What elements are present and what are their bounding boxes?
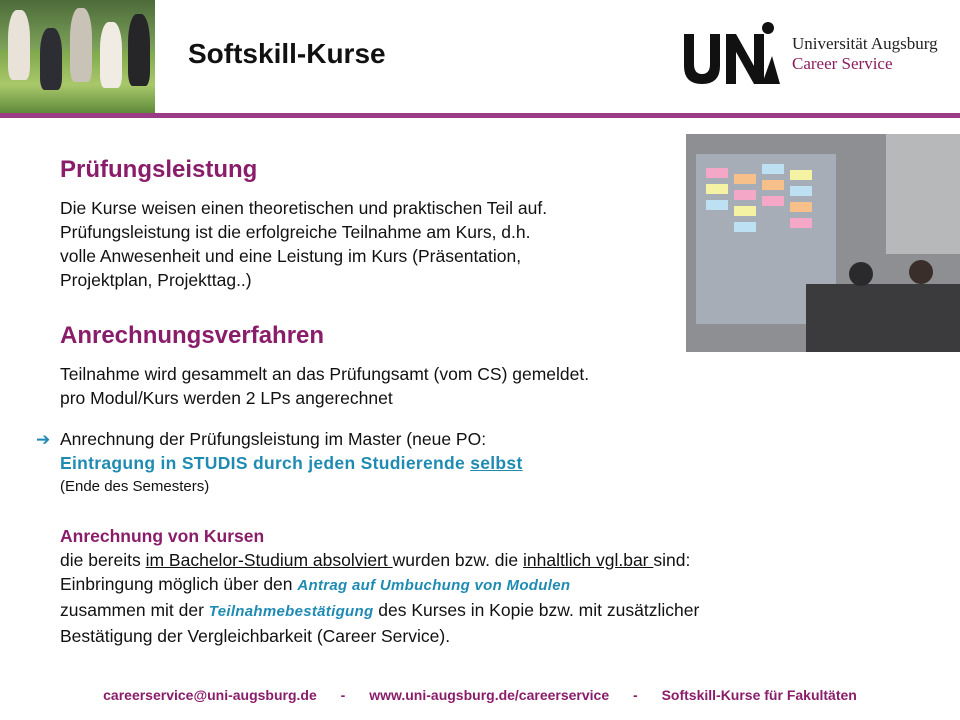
text-line: (Ende des Semesters) — [60, 478, 210, 495]
pruefungsleistung-text — [60, 196, 547, 292]
jumper-figure — [70, 8, 92, 82]
teilnahmebestaetigung-link[interactable]: Teilnahmebestätigung — [208, 603, 374, 620]
jumper-figure — [40, 28, 62, 90]
section-heading-anrechnungsverfahren: Anrechnungsverfahren — [60, 322, 325, 349]
footer-website-link[interactable]: www.uni-augsburg.de/careerservice — [369, 687, 610, 703]
text-line: Teilnahme wird gesammelt an das Prüfungsamt (vom CS) gemeldet. — [60, 364, 590, 384]
section-heading-pruefungsleistung: Prüfungsleistung — [60, 156, 258, 183]
jumper-figure — [128, 14, 150, 86]
footer-label: Softskill-Kurse für Fakultäten — [661, 687, 857, 703]
selbst-link[interactable]: selbst — [470, 453, 523, 473]
anrechnungsverfahren-text — [60, 362, 589, 410]
text-line: die bereits im Bachelor-Studium absolviert wurden bzw. die inhaltlich vgl.bar sind: — [60, 550, 691, 570]
text-line: Die Kurse weisen einen theoretischen und praktischen Teil auf. — [60, 198, 548, 218]
header-divider — [0, 113, 960, 118]
text-line: volle Anwesenheit und eine Leistung im Kurs (Präsentation, — [60, 246, 522, 266]
studis-line — [60, 451, 523, 475]
uni-logo-mark — [680, 20, 788, 88]
logo-university-name: Universität Augsburg — [792, 34, 938, 53]
classroom-photo — [686, 134, 960, 352]
bullet-arrow-icon: ➔ — [36, 430, 51, 449]
studis-instruction: Eintragung in STUDIS durch jeden Studierende — [60, 453, 471, 473]
kurse-anrechnung-block — [60, 524, 699, 648]
classroom-illustration — [686, 134, 960, 352]
text-line: pro Modul/Kurs werden 2 LPs angerechnet — [60, 388, 393, 408]
logo-department-name: Career Service — [792, 54, 893, 73]
text-line: zusammen mit der Teilnahmebestätigung des Kurses in Kopie bzw. mit zusätzlicher — [60, 600, 700, 620]
jumper-figure — [100, 22, 122, 88]
text-line: Bestätigung der Vergleichbarkeit (Career Service). — [60, 626, 451, 646]
header-photo — [0, 0, 155, 113]
footer-separator: - — [633, 687, 638, 703]
footer-separator: - — [340, 687, 346, 703]
jumper-figure — [8, 10, 30, 80]
text-line: Einbringung möglich über den Antrag auf Umbuchung von Modulen — [60, 574, 571, 594]
kurse-heading: Anrechnung von Kursen — [60, 526, 265, 546]
university-logo — [680, 20, 940, 88]
text-line: Prüfungsleistung ist die erfolgreiche Teilnahme am Kurs, d.h. — [60, 222, 531, 242]
text-line: Projektplan, Projekttag..) — [60, 270, 252, 290]
footer-email-link[interactable]: careerservice@uni-augsburg.de — [103, 687, 317, 703]
page-title: Softskill-Kurse — [188, 38, 386, 69]
umbuchung-antrag-link[interactable]: Antrag auf Umbuchung von Modulen — [297, 577, 571, 594]
footer — [0, 687, 960, 703]
master-bullet-text — [60, 427, 523, 499]
text-line: Anrechnung der Prüfungsleistung im Master (neue PO: — [60, 429, 487, 449]
